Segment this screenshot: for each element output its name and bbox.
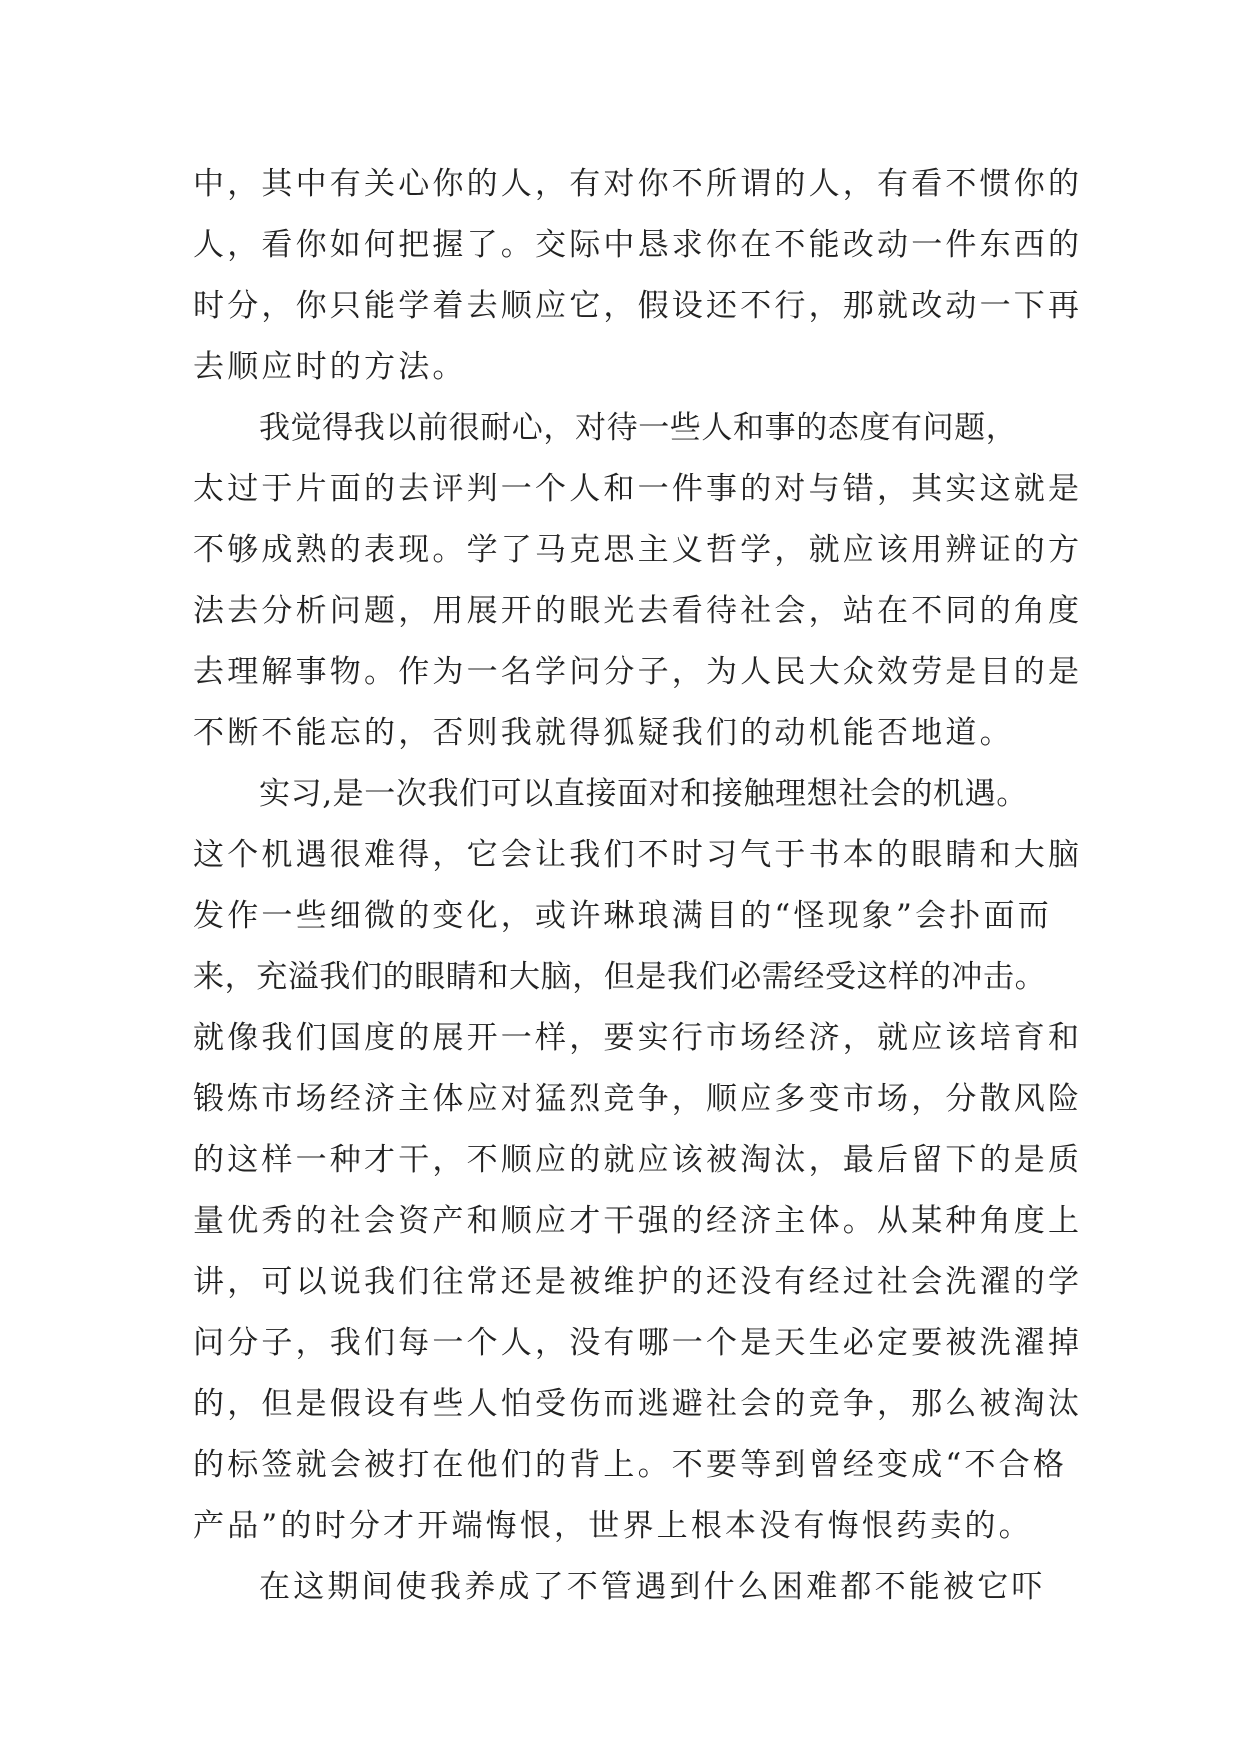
- text-line: 量优秀的社会资产和顺应才干强的经济主体。从某种角度上: [193, 1203, 1083, 1239]
- paragraph-first-line: 我觉得我以前很耐心，对待一些人和事的态度有问题，: [259, 410, 1018, 446]
- text-line: 就像我们国度的展开一样，要实行市场经济，就应该培育和: [193, 1020, 1083, 1056]
- body-text: [193, 154, 1083, 1618]
- text-line: 去理解事物。作为一名学问分子，为人民大众效劳是目的是: [193, 654, 1083, 690]
- text-line: 不断不能忘的，否则我就得狐疑我们的动机能否地道。: [193, 715, 1014, 751]
- text-line: 去顺应时的方法。: [193, 349, 467, 385]
- text-line: 产品”的时分才开端悔恨，世界上根本没有悔恨药卖的。: [193, 1508, 1033, 1544]
- paragraph-first-line: 在这期间使我养成了不管遇到什么困难都不能被它吓: [259, 1569, 1046, 1605]
- text-line: 讲，可以说我们往常还是被维护的还没有经过社会洗濯的学: [193, 1264, 1083, 1300]
- text-line: 不够成熟的表现。学了马克思主义哲学，就应该用辨证的方: [193, 532, 1083, 568]
- text-line: 中，其中有关心你的人，有对你不所谓的人，有看不惯你的: [193, 166, 1083, 202]
- text-line: 法去分析问题，用展开的眼光去看待社会，站在不同的角度: [193, 593, 1083, 629]
- paragraph-first-line: 实习,是一次我们可以直接面对和接触理想社会的机遇。: [259, 776, 1028, 812]
- text-line: 的，但是假设有些人怕受伤而逃避社会的竞争，那么被淘汰: [193, 1386, 1083, 1422]
- text-line: 太过于片面的去评判一个人和一件事的对与错，其实这就是: [193, 471, 1083, 507]
- text-line: 这个机遇很难得，它会让我们不时习气于书本的眼睛和大脑: [193, 837, 1083, 873]
- text-line: 发作一些细微的变化，或许琳琅满目的“怪现象”会扑面而: [193, 898, 1052, 934]
- text-line: 人，看你如何把握了。交际中恳求你在不能改动一件东西的: [193, 227, 1083, 263]
- text-line: 的这样一种才干，不顺应的就应该被淘汰，最后留下的是质: [193, 1142, 1083, 1178]
- text-line: 时分，你只能学着去顺应它，假设还不行，那就改动一下再: [193, 288, 1083, 324]
- text-line: 来，充溢我们的眼睛和大脑，但是我们必需经受这样的冲击。: [193, 959, 1047, 995]
- text-line: 锻炼市场经济主体应对猛烈竞争，顺应多变市场，分散风险: [193, 1081, 1083, 1117]
- text-line: 问分子，我们每一个人，没有哪一个是天生必定要被洗濯掉: [193, 1325, 1083, 1361]
- text-line: 的标签就会被打在他们的背上。不要等到曾经变成“不合格: [193, 1447, 1068, 1483]
